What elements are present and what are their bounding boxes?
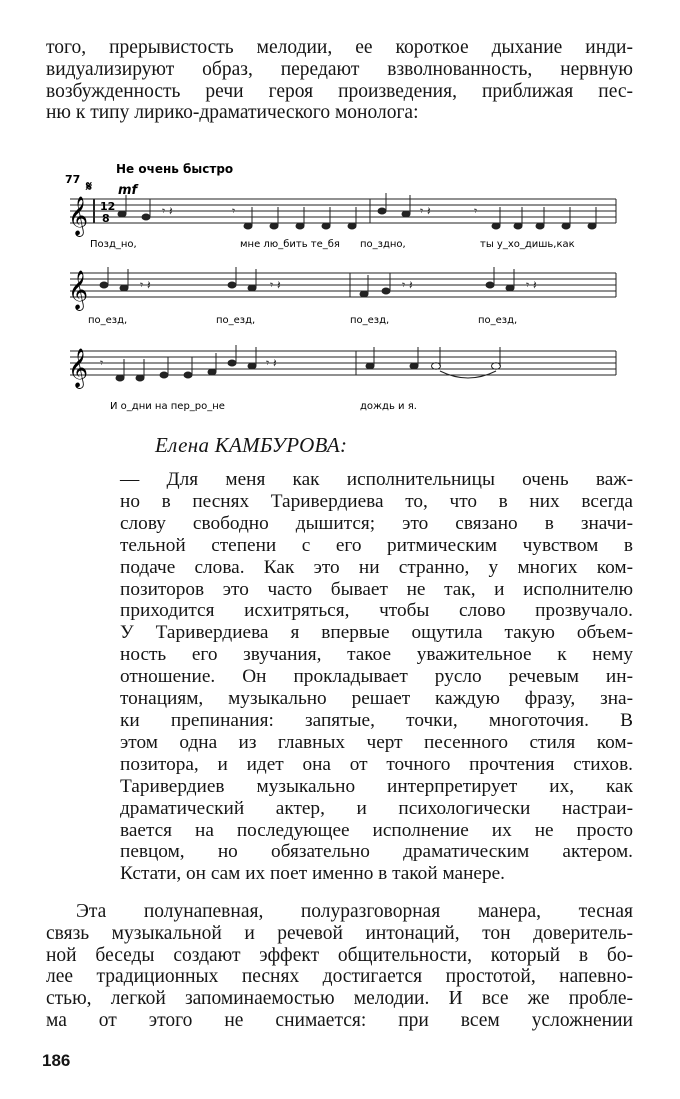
text-line: позитора, и идет она от точного прочтения стихов. <box>120 753 633 775</box>
text-line: тонациям, музыкально решает каждую фразу, зна- <box>120 688 633 710</box>
lyric: по_езд, <box>88 315 128 326</box>
lyric: мне лю_бить те_бя <box>240 239 340 250</box>
svg-text:𝄾 𝄽: 𝄾 𝄽 <box>402 278 413 292</box>
text-line: позиторов это часто бывает не так, и исполнителю <box>120 578 633 600</box>
text-line: того, прерывистость мелодии, ее короткое дыхание инди- <box>46 37 633 58</box>
text-line: лее традиционных песнях достигается простотой, напевно- <box>46 966 633 988</box>
svg-text:𝄾 𝄽: 𝄾 𝄽 <box>270 278 281 292</box>
lyric: по_здно, <box>360 239 406 250</box>
lyric: дождь и я. <box>360 401 417 412</box>
time-signature-top: 12 <box>100 200 116 213</box>
lyric: по_езд, <box>216 315 256 326</box>
treble-clef-icon: 𝄞 <box>68 270 89 310</box>
dynamic-marking: mf <box>118 183 138 198</box>
lyrics-3 <box>110 401 417 412</box>
text-line: — Для меня как исполнительницы очень важ- <box>120 469 633 490</box>
text-line: слову свободно дышится; это связано в значи- <box>120 512 633 534</box>
main-paragraph <box>46 901 633 1032</box>
svg-text:𝄾: 𝄾 <box>232 204 236 218</box>
text-line: подаче слова. Как это ни странно, у многих ком- <box>120 556 633 578</box>
text-line: этом одна из главных черт песенного стиля ком- <box>120 731 633 753</box>
intro-paragraph <box>46 37 633 124</box>
example-number: 77 <box>65 173 81 186</box>
svg-text:𝄾 𝄽: 𝄾 𝄽 <box>266 356 277 370</box>
text-line: возбужденность речи героя произведения, приближая пес- <box>46 80 633 102</box>
text-line: отношение. Он прокладывает русло речевым ин- <box>120 666 633 688</box>
text-line: Эта полунапевная, полуразговорная манера, тесная <box>76 901 633 922</box>
text-line: ность его звучания, такое уважительное к нему <box>120 644 633 666</box>
tempo-marking: Не очень быстро <box>116 162 234 176</box>
text-line: видуализируют образ, передают взволнованность, нервную <box>46 58 633 80</box>
lyric: Позд_но, <box>90 239 137 250</box>
lyrics-2 <box>88 315 517 326</box>
text-line: ной беседы создают эффект общительности, который в бо- <box>46 944 633 966</box>
staff-3 <box>70 351 616 375</box>
lyrics-1 <box>90 239 575 250</box>
text-line: драматический актер, и психологически настраи- <box>120 797 633 819</box>
svg-text:𝄾 𝄽: 𝄾 𝄽 <box>526 278 537 292</box>
text-line: вается на последующее исполнение их не просто <box>120 819 633 841</box>
text-line: тельной степени с его ритмическим чувством в <box>120 534 633 556</box>
text-line: ки препинания: запятые, точки, многоточия. В <box>120 709 633 731</box>
svg-text:𝄾: 𝄾 <box>474 204 478 218</box>
svg-text:𝄾 𝄽: 𝄾 𝄽 <box>162 204 173 218</box>
segno-icon: 𝄋 <box>86 179 93 195</box>
music-example <box>60 155 630 425</box>
quote-paragraph <box>120 469 633 885</box>
text-line: стью, легкой запоминаемостью мелодии. И все же пробле- <box>46 988 633 1010</box>
page-number: 186 <box>42 1051 71 1070</box>
treble-clef-icon: 𝄞 <box>68 196 89 236</box>
text-line: ню к типу лирико-драматического монолога: <box>46 102 419 124</box>
lyric: по_езд, <box>478 315 518 326</box>
text-line: певцом, но обязательно драматическим актером. <box>120 841 633 863</box>
text-line: приходится исхитряться, чтобы слово прозвучало. <box>120 600 633 622</box>
svg-text:𝄾: 𝄾 <box>100 356 104 370</box>
text-line: У Таривердиева я впервые ощутила такую объем- <box>120 622 633 644</box>
time-signature-bottom: 8 <box>102 212 110 225</box>
quote-author: Елена КАМБУРОВА: <box>155 433 348 457</box>
staff-1 <box>70 199 616 223</box>
text-line: связь музыкальной и речевой интонаций, тон доверитель- <box>46 922 633 944</box>
lyric: И о_дни на пер_ро_не <box>110 401 225 412</box>
text-line: Кстати, он сам их поет именно в такой манере. <box>120 863 505 885</box>
lyric: по_езд, <box>350 315 390 326</box>
text-line: Таривердиев музыкально интерпретирует их, как <box>120 775 633 797</box>
lyric: ты у_хо_дишь,как <box>480 239 575 250</box>
text-line: ма от этого не снимается: при всем усложнении <box>46 1009 633 1031</box>
treble-clef-icon: 𝄞 <box>68 348 89 388</box>
svg-text:𝄾 𝄽: 𝄾 𝄽 <box>420 204 431 218</box>
text-line: но в песнях Таривердиева то, что в них всегда <box>120 490 633 512</box>
staff-2-notes <box>100 267 537 297</box>
svg-text:𝄾 𝄽: 𝄾 𝄽 <box>140 278 151 292</box>
